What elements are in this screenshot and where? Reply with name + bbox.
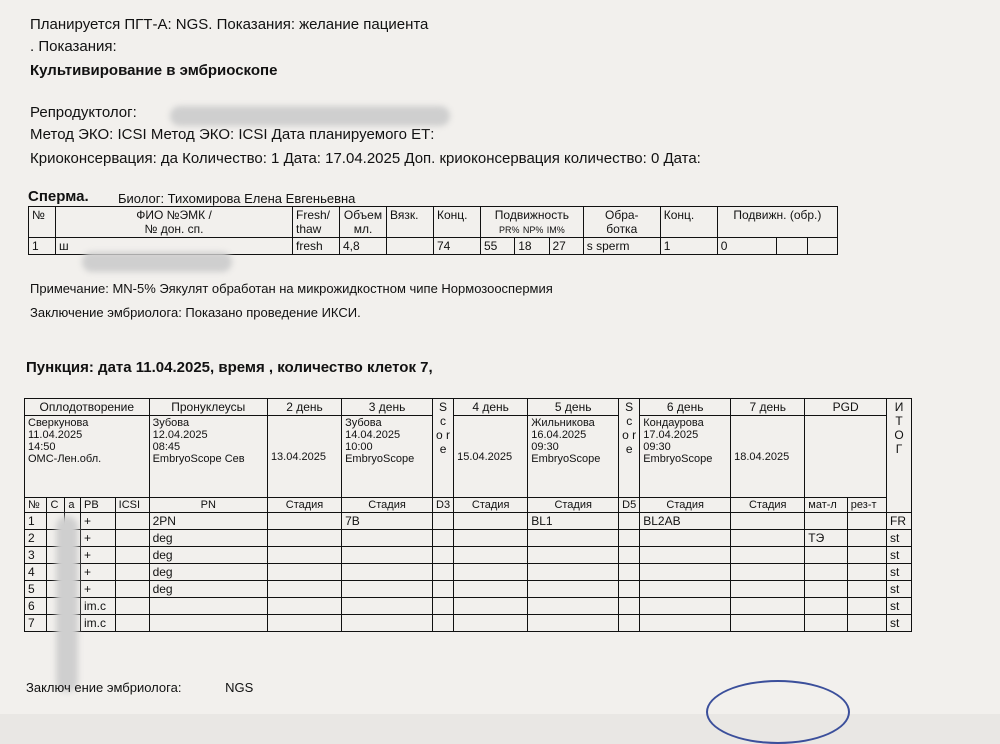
- sperm-biologist: Биолог: Тихомирова Елена Евгеньевна: [118, 191, 356, 206]
- header-line-5: Метод ЭКО: ICSI Метод ЭКО: ICSI Дата планируемого ЕТ:: [30, 126, 435, 143]
- embryo-cell-mat: [805, 598, 847, 615]
- embryo-cell-d6: [640, 581, 731, 598]
- embryo-cell-d7: [731, 513, 805, 530]
- sperm-row-conc: 74: [434, 238, 481, 255]
- embryo-cell-d4: [454, 615, 528, 632]
- embryo-cell-d3: [342, 598, 433, 615]
- col-day3: 3 день: [342, 399, 433, 416]
- redaction-mark: [82, 252, 232, 272]
- col-score-d3: S c o r e: [433, 399, 454, 498]
- embryo-cell-mark: +: [81, 513, 116, 530]
- sperm-row-np2: [777, 238, 807, 255]
- embryo-cell-d3: 7B: [342, 513, 433, 530]
- embryo-cell-itog: st: [887, 598, 912, 615]
- embryo-cell-d4: [454, 513, 528, 530]
- embryo-row: [25, 581, 912, 598]
- embryo-cell-icsi: [115, 581, 149, 598]
- embryo-cell-d5: [528, 581, 619, 598]
- embryo-cell-no: 7: [25, 615, 47, 632]
- pgd-info: [805, 416, 887, 498]
- d6-info: Кондаурова 17.04.2025 09:30 EmbryoScope: [640, 416, 731, 498]
- embryo-row: [25, 547, 912, 564]
- sub-stage-d6: Стадия: [640, 498, 731, 513]
- embryo-cell-mark: im.c: [81, 615, 116, 632]
- sperm-row-im: 27: [549, 238, 583, 255]
- embryo-cell-icsi: [115, 513, 149, 530]
- embryo-cell-score-d5: [619, 530, 640, 547]
- sperm-header-conc2: Конц.: [660, 207, 717, 238]
- embryo-cell-icsi: [115, 598, 149, 615]
- embryo-cell-d2: [267, 598, 341, 615]
- sub-d3: D3: [433, 498, 454, 513]
- sperm-title: Сперма.: [28, 188, 89, 205]
- embryo-cell-itog: st: [887, 581, 912, 598]
- redaction-mark: [56, 516, 78, 692]
- col-day6: 6 день: [640, 399, 731, 416]
- embryo-cell-score-d3: [433, 530, 454, 547]
- sperm-header-conc: Конц.: [434, 207, 481, 238]
- embryo-cell-mat: [805, 581, 847, 598]
- embryo-cell-itog: st: [887, 564, 912, 581]
- sub-stage-d5: Стадия: [528, 498, 619, 513]
- sub-d5: D5: [619, 498, 640, 513]
- fert-info: Сверкунова 11.04.2025 14:50 ОМС-Лен.обл.: [25, 416, 150, 498]
- embryo-cell-pn: deg: [149, 564, 267, 581]
- sperm-row-fresh: fresh: [293, 238, 340, 255]
- embryo-rows: [25, 513, 912, 632]
- embryo-cell-d4: [454, 564, 528, 581]
- embryo-cell-no: 4: [25, 564, 47, 581]
- sperm-header-processing: Обра- ботка: [583, 207, 660, 238]
- embryo-cell-itog: st: [887, 547, 912, 564]
- embryo-cell-d5: [528, 530, 619, 547]
- embryo-cell-mark: +: [81, 564, 116, 581]
- embryo-cell-no: 2: [25, 530, 47, 547]
- embryo-cell-d4: [454, 530, 528, 547]
- embryo-cell-pn: 2PN: [149, 513, 267, 530]
- embryo-cell-d5: BL1: [528, 513, 619, 530]
- sperm-row-fio: ш: [56, 238, 293, 255]
- sub-stage-d4: Стадия: [454, 498, 528, 513]
- embryo-cell-d7: [731, 615, 805, 632]
- embryo-cell-itog: st: [887, 530, 912, 547]
- embryo-cell-no: 3: [25, 547, 47, 564]
- embryo-cell-mat: [805, 513, 847, 530]
- embryo-row: [25, 530, 912, 547]
- embryo-cell-mark: im.c: [81, 598, 116, 615]
- sub-no: №: [25, 498, 47, 513]
- header-line-1: Планируется ПГТ-А: NGS. Показания: желание пациента: [30, 16, 429, 33]
- embryo-cell-d3: [342, 547, 433, 564]
- puncture-info: Пункция: дата 11.04.2025, время , количество клеток 7,: [26, 359, 433, 376]
- sperm-header-fresh: Fresh/ thaw: [293, 207, 340, 238]
- sub-pb: PB: [81, 498, 116, 513]
- embryo-cell-d4: [454, 581, 528, 598]
- embryo-cell-score-d5: [619, 513, 640, 530]
- embryo-cell-score-d5: [619, 564, 640, 581]
- sub-c: С: [47, 498, 65, 513]
- embryo-cell-d5: [528, 547, 619, 564]
- header-line-6: Криоконсервация: да Количество: 1 Дата: 17.04.2025 Доп. криоконсервация количество: 0 Дата:: [30, 150, 701, 167]
- embryo-cell-mat: [805, 564, 847, 581]
- embryo-cell-score-d3: [433, 547, 454, 564]
- d2-info: 13.04.2025: [267, 416, 341, 498]
- d5-info: Жильникова 16.04.2025 09:30 EmbryoScope: [528, 416, 619, 498]
- d3-info: Зубова 14.04.2025 10:00 EmbryoScope: [342, 416, 433, 498]
- embryo-cell-res: [847, 530, 886, 547]
- embryo-cell-d7: [731, 530, 805, 547]
- embryo-cell-pn: deg: [149, 547, 267, 564]
- embryo-cell-d6: BL2AB: [640, 513, 731, 530]
- sperm-row-pr2: 0: [717, 238, 776, 255]
- embryo-cell-res: [847, 547, 886, 564]
- embryo-cell-d7: [731, 547, 805, 564]
- col-score-d5: S c o r e: [619, 399, 640, 498]
- sperm-row-proc: s sperm: [583, 238, 660, 255]
- sperm-row-im2: [807, 238, 837, 255]
- sub-a: а: [65, 498, 81, 513]
- sub-stage-d2: Стадия: [267, 498, 341, 513]
- sub-rez: рез-т: [847, 498, 886, 513]
- col-pronuclei: Пронуклеусы: [149, 399, 267, 416]
- embryo-cell-d6: [640, 598, 731, 615]
- embryo-cell-score-d3: [433, 513, 454, 530]
- embryo-cell-d7: [731, 598, 805, 615]
- sperm-header-visc: Вязк.: [387, 207, 434, 238]
- embryo-cell-score-d5: [619, 581, 640, 598]
- embryo-cell-d5: [528, 615, 619, 632]
- embryo-cell-itog: FR: [887, 513, 912, 530]
- stamp-seal: [706, 680, 850, 744]
- embryo-table: [24, 398, 912, 632]
- sperm-header-vol: Объем мл.: [340, 207, 387, 238]
- embryo-cell-no: 5: [25, 581, 47, 598]
- embryo-cell-d2: [267, 547, 341, 564]
- col-day2: 2 день: [267, 399, 341, 416]
- d4-info: 15.04.2025: [454, 416, 528, 498]
- header-line-3: Культивирование в эмбриоскопе: [30, 62, 278, 79]
- sperm-header-motility: Подвижность PR% NP% IM%: [481, 207, 584, 238]
- sperm-header-motility2: Подвижн. (обр.): [717, 207, 837, 238]
- col-itog: И Т О Г: [887, 399, 912, 513]
- embryo-cell-d2: [267, 513, 341, 530]
- sperm-row-vol: 4,8: [340, 238, 387, 255]
- header-line-2: . Показания:: [30, 38, 117, 55]
- embryo-cell-pn: deg: [149, 581, 267, 598]
- embryo-cell-d3: [342, 615, 433, 632]
- embryo-cell-mat: ТЭ: [805, 530, 847, 547]
- embryo-cell-pn: [149, 598, 267, 615]
- embryo-cell-score-d5: [619, 598, 640, 615]
- sub-icsi: ICSI: [115, 498, 149, 513]
- sub-pn: PN: [149, 498, 267, 513]
- embryo-cell-d6: [640, 547, 731, 564]
- embryo-cell-res: [847, 615, 886, 632]
- embryo-cell-d7: [731, 564, 805, 581]
- col-day5: 5 день: [528, 399, 619, 416]
- embryo-cell-pn: [149, 615, 267, 632]
- embryo-cell-d4: [454, 547, 528, 564]
- embryo-cell-mat: [805, 547, 847, 564]
- col-fertilization: Оплодотворение: [25, 399, 150, 416]
- embryo-row: [25, 513, 912, 530]
- sperm-header-fio: ФИО №ЭМК / № дон. сп.: [56, 207, 293, 238]
- header-line-4: Репродуктолог:: [30, 104, 137, 121]
- d7-info: 18.04.2025: [731, 416, 805, 498]
- embryo-cell-score-d5: [619, 615, 640, 632]
- sperm-note: Примечание: MN-5% Эякулят обработан на микрожидкостном чипе Нормозооспермия: [30, 281, 553, 296]
- embryo-cell-d6: [640, 615, 731, 632]
- sub-stage-d3: Стадия: [342, 498, 433, 513]
- pn-info: Зубова 12.04.2025 08:45 EmbryoScope Сев: [149, 416, 267, 498]
- embryo-cell-d2: [267, 530, 341, 547]
- sperm-row-no: 1: [29, 238, 56, 255]
- embryo-row: [25, 615, 912, 632]
- sperm-table: [28, 206, 838, 255]
- embryo-cell-d2: [267, 581, 341, 598]
- embryo-cell-d6: [640, 530, 731, 547]
- embryo-row: [25, 598, 912, 615]
- sperm-conclusion: Заключение эмбриолога: Показано проведение ИКСИ.: [30, 305, 361, 320]
- final-conclusion-value: NGS: [225, 680, 254, 695]
- sperm-row-pr: 55: [481, 238, 515, 255]
- embryo-cell-mark: +: [81, 547, 116, 564]
- embryo-cell-mark: +: [81, 530, 116, 547]
- sperm-row-conc2: 1: [660, 238, 717, 255]
- redaction-mark: [170, 106, 450, 126]
- embryo-cell-d2: [267, 615, 341, 632]
- embryo-cell-no: 6: [25, 598, 47, 615]
- embryo-cell-d5: [528, 564, 619, 581]
- sperm-header-no: №: [29, 207, 56, 238]
- col-day4: 4 день: [454, 399, 528, 416]
- embryo-cell-pn: deg: [149, 530, 267, 547]
- embryo-cell-score-d3: [433, 581, 454, 598]
- embryo-cell-icsi: [115, 547, 149, 564]
- embryo-cell-itog: st: [887, 615, 912, 632]
- embryo-cell-res: [847, 581, 886, 598]
- embryo-cell-score-d3: [433, 615, 454, 632]
- col-pgd: PGD: [805, 399, 887, 416]
- embryo-cell-score-d3: [433, 598, 454, 615]
- embryo-cell-mark: +: [81, 581, 116, 598]
- embryo-cell-d7: [731, 581, 805, 598]
- embryo-cell-res: [847, 564, 886, 581]
- embryo-cell-d3: [342, 530, 433, 547]
- embryo-cell-res: [847, 513, 886, 530]
- embryo-cell-no: 1: [25, 513, 47, 530]
- sub-mat: мат-л: [805, 498, 847, 513]
- sub-stage-d7: Стадия: [731, 498, 805, 513]
- col-day7: 7 день: [731, 399, 805, 416]
- embryo-cell-icsi: [115, 564, 149, 581]
- embryo-cell-d3: [342, 564, 433, 581]
- final-conclusion: [26, 680, 253, 695]
- embryo-row: [25, 564, 912, 581]
- embryo-cell-d5: [528, 598, 619, 615]
- embryo-cell-score-d5: [619, 547, 640, 564]
- embryo-cell-score-d3: [433, 564, 454, 581]
- sperm-row-visc: [387, 238, 434, 255]
- sperm-row-np: 18: [515, 238, 549, 255]
- embryo-cell-d4: [454, 598, 528, 615]
- embryo-cell-d6: [640, 564, 731, 581]
- embryo-cell-d3: [342, 581, 433, 598]
- embryo-cell-icsi: [115, 615, 149, 632]
- embryo-cell-icsi: [115, 530, 149, 547]
- final-conclusion-label: Заключ ение эмбриолога:: [26, 680, 182, 695]
- embryo-cell-mat: [805, 615, 847, 632]
- embryo-cell-d2: [267, 564, 341, 581]
- embryo-cell-res: [847, 598, 886, 615]
